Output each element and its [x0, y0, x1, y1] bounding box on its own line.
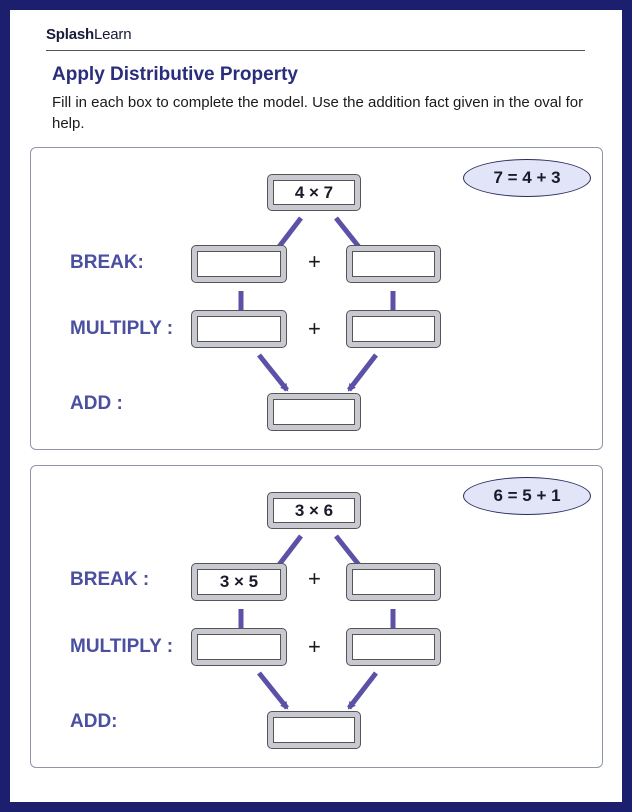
plus-sign: + [308, 634, 321, 659]
break-right-box[interactable] [346, 245, 441, 283]
break-right-box[interactable] [346, 563, 441, 601]
multiply-right-box[interactable] [346, 310, 441, 348]
addition-fact-oval: 7 = 4 + 3 [463, 159, 591, 197]
break-left-box[interactable] [191, 245, 287, 283]
worksheet-title: Apply Distributive Property [52, 64, 298, 85]
worksheet [10, 10, 622, 802]
multiply-left-box[interactable] [191, 628, 287, 666]
problem-panel-2 [30, 465, 603, 768]
multiply-right-box[interactable] [346, 628, 441, 666]
arrow-bottom-left [259, 673, 287, 708]
problem-panel-1 [30, 147, 603, 450]
break-label: BREAK : [70, 569, 150, 590]
splashlearn-logo: SplashLearn [46, 26, 132, 43]
addition-fact-oval: 6 = 5 + 1 [463, 477, 591, 515]
add-result-box[interactable] [267, 711, 361, 749]
plus-sign: + [308, 566, 321, 591]
arrow-bottom-right [349, 673, 376, 708]
top-expression-box: 3 × 6 [267, 492, 361, 529]
top-expression-box: 4 × 7 [267, 174, 361, 211]
multiply-left-box[interactable] [191, 310, 287, 348]
multiply-label: MULTIPLY : [70, 636, 174, 657]
break-left-box: 3 × 5 [191, 563, 287, 601]
arrow-bottom-left [259, 355, 287, 390]
break-label: BREAK: [70, 252, 144, 273]
header-divider [46, 50, 585, 51]
plus-sign: + [308, 316, 321, 341]
plus-sign: + [308, 249, 321, 274]
multiply-label: MULTIPLY : [70, 318, 174, 339]
add-label: ADD: [70, 711, 118, 732]
instructions: Fill in each box to complete the model. Use the addition fact given in the oval for help. [52, 94, 584, 132]
arrow-bottom-right [349, 355, 376, 390]
add-label: ADD : [70, 393, 123, 414]
add-result-box[interactable] [267, 393, 361, 431]
